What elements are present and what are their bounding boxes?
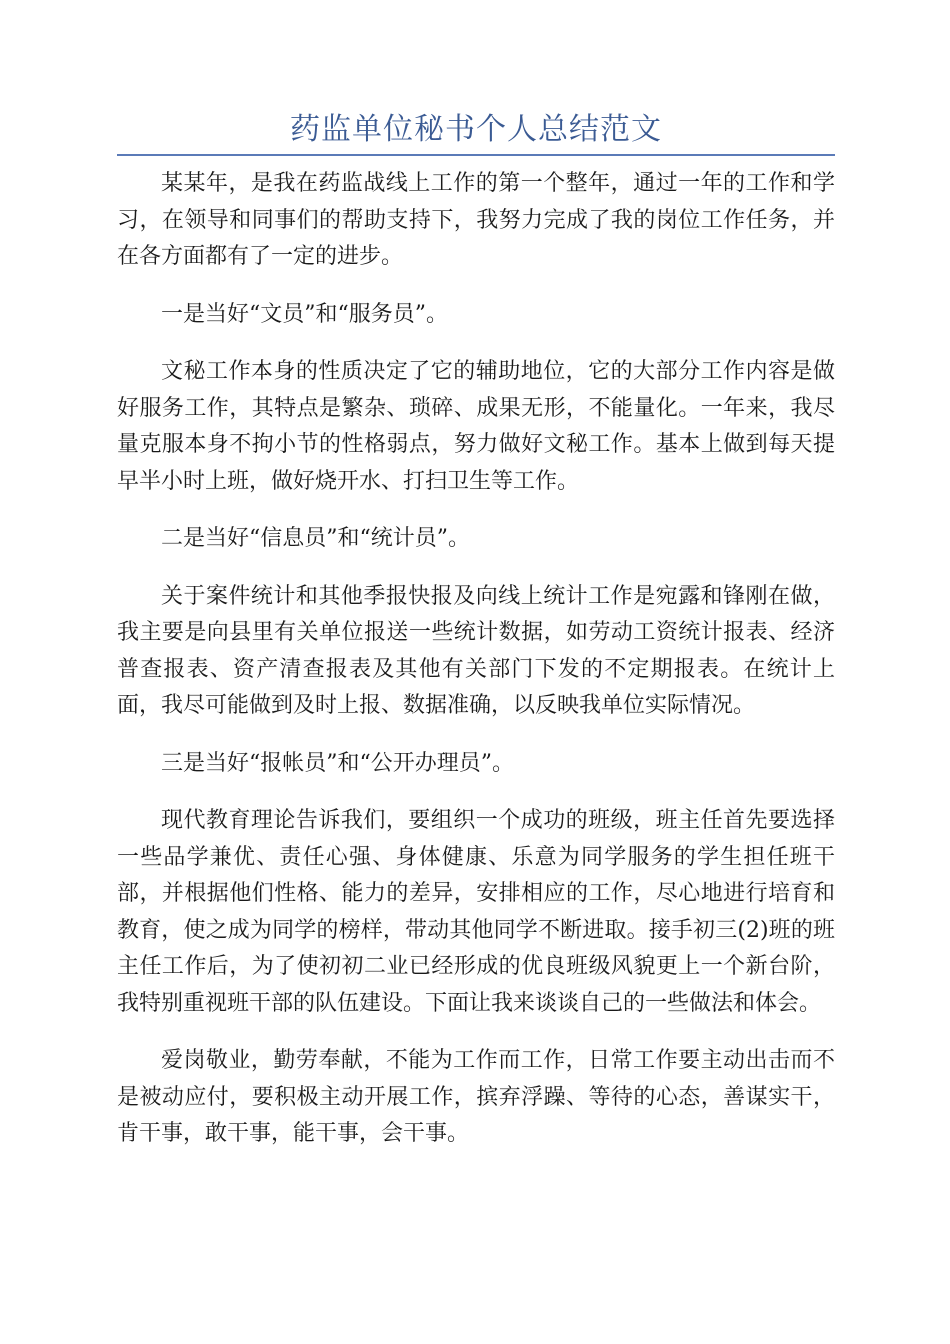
- section-heading-1: 一是当好“文员”和“服务员”。: [161, 301, 448, 327]
- paragraph-section-2: 关于案件统计和其他季报快报及向线上统计工作是宛露和锋刚在做，我主要是向县里有关单位报送一些统计数据，如劳动工资统计报表、经济普查报表、资产清查报表及其他有关部门下发的不定期报表。在统计上面，我尽可能做到及时上报、数据准确，以反映我单位实际情况。: [117, 583, 835, 718]
- paragraph-intro: 某某年，是我在药监战线上工作的第一个整年，通过一年的工作和学习，在领导和同事们的帮助支持下，我努力完成了我的岗位工作任务，并在各方面都有了一定的进步。: [117, 171, 835, 269]
- section-heading-3: 三是当好“报帐员”和“公开办理员”。: [161, 750, 514, 776]
- section-heading-2: 二是当好“信息员”和“统计员”。: [161, 526, 470, 551]
- document-title: 药监单位秘书个人总结范文: [290, 112, 662, 147]
- paragraph-section-1: 文秘工作本身的性质决定了它的辅助地位，它的大部分工作内容是做好服务工作，其特点是繁杂、琐碎、成果无形，不能量化。一年来，我尽量克服本身不拘小节的性格弱点，努力做好文秘工作。基本上做到每天提早半小时上班，做好烧开水、打扫卫生等工作。: [117, 359, 835, 494]
- paragraph-section-3: 现代教育理论告诉我们，要组织一个成功的班级，班主任首先要选择一些品学兼优、责任心强、身体健康、乐意为同学服务的学生担任班干部，并根据他们性格、能力的差异，安排相应的工作，尽心地进行培育和教育，使之成为同学的榜样，带动其他同学不断进取。接手初三(2)班的班主任工作后，为了使初初二业已经形成的优良班级风貌更上一个新台阶，我特别重视班干部的队伍建设。下面让我来谈谈自己的一些做法和体会。: [117, 808, 835, 1016]
- document-body: [117, 166, 835, 1174]
- title-divider: [117, 154, 835, 156]
- paragraph-closing: 爱岗敬业，勤劳奉献，不能为工作而工作，日常工作要主动出击而不是被动应付，要积极主动开展工作，摈弃浮躁、等待的心态，善谋实干，肯干事，敢干事，能干事，会干事。: [117, 1048, 835, 1146]
